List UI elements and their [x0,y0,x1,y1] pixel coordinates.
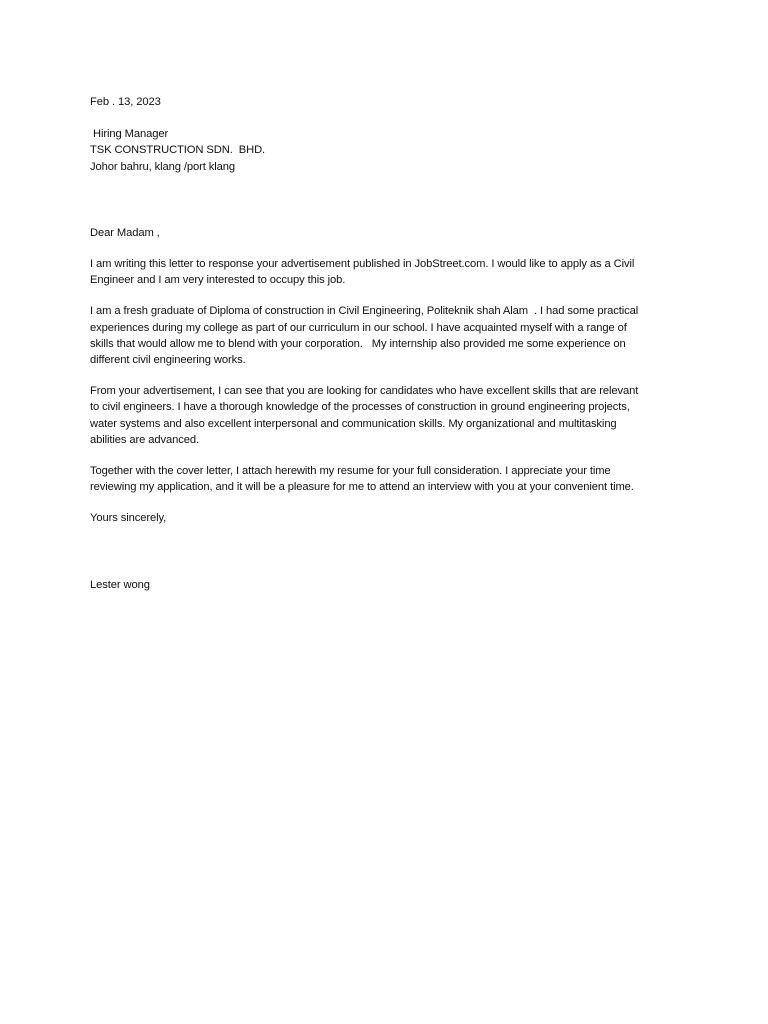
paragraph-line: From your advertisement, I can see that you are looking for candidates who have excellent skills that are relevant [90,385,639,398]
paragraph-line: I am a fresh graduate of Diploma of construction in Civil Engineering, Politeknik shah Alam . I had some practical [90,305,639,318]
recipient-title: Hiring Manager [90,128,169,141]
paragraph-line: I am writing this letter to response your advertisement published in JobStreet.com. I would like to apply as a Civil [90,258,635,271]
recipient-address: Johor bahru, klang /port klang [90,160,236,173]
paragraph-4 [90,463,690,495]
recipient-block [90,126,690,175]
paragraph-line: different civil engineering works. [90,354,246,367]
paragraph-line: to civil engineers. I have a thorough knowledge of the processes of construction in ground engineering projects, [90,401,630,414]
cover-letter [90,94,690,593]
paragraph-1 [90,256,690,288]
paragraph-line: experiences during my college as part of our curriculum in our school. I have acquainted myself with a range of [90,321,627,334]
paragraph-line: skills that would allow me to blend with your corporation. My internship also provided me some experience on [90,337,626,350]
paragraph-2 [90,303,690,368]
paragraph-3 [90,383,690,448]
paragraph-line: reviewing my application, and it will be a pleasure for me to attend an interview with you at your convenient time. [90,481,634,494]
paragraph-line: abilities are advanced. [90,433,200,446]
letter-date: Feb . 13, 2023 [90,96,161,108]
paragraph-line: Together with the cover letter, I attach herewith my resume for your full consideration. I appreciate your time [90,465,611,478]
paragraph-line: Engineer and I am very interested to occupy this job. [90,274,346,287]
closing: Yours sincerely, [90,512,167,525]
salutation: Dear Madam , [90,226,160,239]
recipient-company: TSK CONSTRUCTION SDN. BHD. [90,144,266,157]
paragraph-line: water systems and also excellent interpersonal and communication skills. My organizational and multitasking [90,417,617,430]
signature-name: Lester wong [90,578,150,591]
